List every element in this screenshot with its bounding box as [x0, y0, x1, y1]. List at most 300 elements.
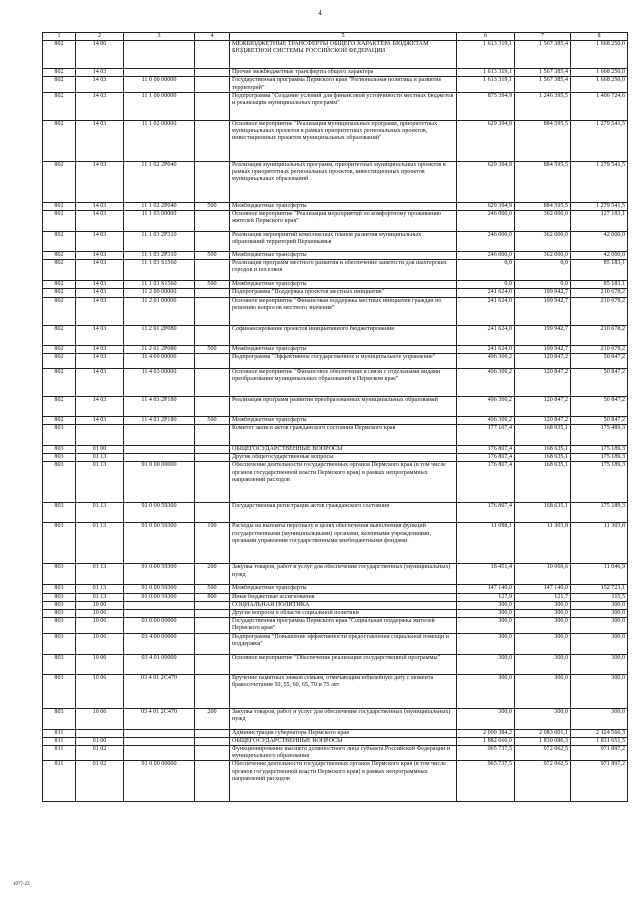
section-code-cell: 14 03: [76, 289, 124, 297]
amount-year1-cell: 496 300,2: [457, 353, 515, 368]
description-cell: Межбюджетные трансферты: [230, 345, 457, 353]
table-row: [43, 593, 628, 601]
description-cell: Обеспечение деятельности государственных органов Пермского края (в том числе органов государственной власти Пермского края) в рамках непрограммных направлений расходов: [230, 462, 457, 503]
description-cell: Подпрограмма "Повышение эффективности предоставления социальной помощи и поддержки": [230, 633, 457, 654]
section-code-cell: 01 13: [76, 462, 124, 503]
admin-code-cell: 802: [43, 345, 76, 353]
amount-year2-cell: 300,0: [515, 654, 571, 674]
amount-year1-cell: 300,0: [457, 601, 515, 609]
section-code-cell: 01 13: [76, 503, 124, 523]
expense-type-cell: [195, 396, 230, 416]
amount-year1-cell: 300,0: [457, 618, 515, 633]
section-code-cell: 14 03: [76, 260, 124, 281]
description-cell: Межбюджетные трансферты: [230, 585, 457, 593]
target-article-cell: 91 0 00 59300: [124, 564, 195, 585]
amount-year1-cell: 1 613 319,1: [457, 41, 515, 69]
admin-code-cell: 803: [43, 425, 76, 446]
amount-year2-cell: 884 595,5: [515, 202, 571, 210]
target-article-cell: 11 1 03 2P310: [124, 252, 195, 260]
section-code-cell: 14 03: [76, 368, 124, 396]
amount-year2-cell: 300,0: [515, 601, 571, 609]
section-code-cell: 14 03: [76, 69, 124, 77]
amount-year2-cell: 1 567 385,4: [515, 41, 571, 69]
amount-year3-cell: 42 000,0: [571, 232, 628, 252]
table-row: [43, 120, 628, 161]
amount-year1-cell: 2 099 384,2: [457, 729, 515, 737]
description-cell: Основное мероприятие "Реализация мероприятий по комфортному проживанию жителей Пермского края": [230, 211, 457, 232]
description-cell: Прочие межбюджетные трансферты общего характера: [230, 69, 457, 77]
admin-code-cell: 811: [43, 737, 76, 745]
amount-year3-cell: 300,0: [571, 610, 628, 618]
table-row: [43, 325, 628, 345]
admin-code-cell: 803: [43, 503, 76, 523]
table-row: [43, 232, 628, 252]
target-article-cell: 91 0 00 00000: [124, 462, 195, 503]
amount-year3-cell: 300,0: [571, 618, 628, 633]
section-code-cell: 10 06: [76, 633, 124, 654]
description-cell: Межбюджетные трансферты: [230, 202, 457, 210]
amount-year2-cell: 1 567 385,4: [515, 69, 571, 77]
target-article-cell: 11 2 01 2P080: [124, 345, 195, 353]
table-row: [43, 77, 628, 92]
table-row: [43, 396, 628, 416]
amount-year3-cell: 210 678,2: [571, 325, 628, 345]
section-code-cell: 10 06: [76, 610, 124, 618]
amount-year2-cell: 362 000,0: [515, 232, 571, 252]
amount-year3-cell: 971 897,2: [571, 761, 628, 802]
table-row: [43, 446, 628, 454]
description-cell: Межбюджетные трансферты: [230, 252, 457, 260]
table-row: [43, 746, 628, 761]
target-article-cell: 11 1 03 S1560: [124, 281, 195, 289]
amount-year2-cell: 300,0: [515, 633, 571, 654]
amount-year2-cell: 10 069,6: [515, 564, 571, 585]
section-code-cell: 14 03: [76, 345, 124, 353]
amount-year1-cell: 241 624,0: [457, 345, 515, 353]
section-code-cell: 10 06: [76, 674, 124, 708]
table-row: [43, 252, 628, 260]
amount-year3-cell: 175 189,3: [571, 503, 628, 523]
table-row: [43, 345, 628, 353]
amount-year1-cell: 246 000,0: [457, 232, 515, 252]
section-code-cell: 14 03: [76, 77, 124, 92]
amount-year3-cell: 115,5: [571, 593, 628, 601]
description-cell: Другие общегосударственные вопросы: [230, 454, 457, 462]
expense-type-cell: [195, 446, 230, 454]
table-row: [43, 368, 628, 396]
amount-year3-cell: 1 668 250,0: [571, 69, 628, 77]
admin-code-cell: 803: [43, 610, 76, 618]
amount-year3-cell: 50 847,2: [571, 396, 628, 416]
table-row: [43, 289, 628, 297]
amount-year3-cell: 300,0: [571, 633, 628, 654]
expense-type-cell: [195, 297, 230, 325]
table-row: [43, 564, 628, 585]
target-article-cell: 11 4 03 2P180: [124, 416, 195, 424]
description-cell: Реализация программ развития преобразованных муниципальных образований: [230, 396, 457, 416]
description-cell: Государственная программа Пермского края "Социальная поддержка жителей Пермского края": [230, 618, 457, 633]
section-code-cell: 01 00: [76, 737, 124, 745]
table-header-row: [43, 33, 628, 41]
amount-year2-cell: 199 942,7: [515, 325, 571, 345]
table-row: [43, 416, 628, 424]
admin-code-cell: 802: [43, 41, 76, 69]
amount-year2-cell: 884 595,5: [515, 120, 571, 161]
target-article-cell: 11 4 03 00000: [124, 368, 195, 396]
amount-year2-cell: 199 942,7: [515, 345, 571, 353]
expense-type-cell: [195, 729, 230, 737]
description-cell: Основное мероприятие "Финансовая поддержка местных инициатив граждан по решению вопросов местного значения": [230, 297, 457, 325]
section-code-cell: 14 03: [76, 281, 124, 289]
description-cell: Реализация муниципальных программ, приоритетных муниципальных проектов в рамках приоритетных региональных проектов, инвестиционных проектов муниципальных образований: [230, 161, 457, 202]
amount-year1-cell: 176 807,4: [457, 462, 515, 503]
admin-code-cell: 802: [43, 260, 76, 281]
table-body: [43, 41, 628, 802]
section-code-cell: 01 13: [76, 454, 124, 462]
header-col-8: 8: [571, 33, 628, 41]
admin-code-cell: 803: [43, 633, 76, 654]
amount-year3-cell: 300,0: [571, 674, 628, 708]
amount-year2-cell: 300,0: [515, 610, 571, 618]
target-article-cell: 11 2 01 00000: [124, 297, 195, 325]
target-article-cell: [124, 737, 195, 745]
admin-code-cell: 802: [43, 211, 76, 232]
description-cell: МЕЖБЮДЖЕТНЫЕ ТРАНСФЕРТЫ ОБЩЕГО ХАРАКТЕРА БЮДЖЕТАМ БЮДЖЕТНОЙ СИСТЕМЫ РОССИЙСКОЙ ФЕДЕРАЦИИ: [230, 41, 457, 69]
amount-year2-cell: 300,0: [515, 674, 571, 708]
description-cell: ОБЩЕГОСУДАРСТВЕННЫЕ ВОПРОСЫ: [230, 446, 457, 454]
expense-type-cell: 500: [195, 345, 230, 353]
target-article-cell: 11 1 03 S1560: [124, 260, 195, 281]
amount-year3-cell: 300,0: [571, 708, 628, 729]
table-row: [43, 618, 628, 633]
expense-type-cell: [195, 503, 230, 523]
amount-year1-cell: 300,0: [457, 708, 515, 729]
amount-year3-cell: 1 279 541,5: [571, 161, 628, 202]
expense-type-cell: [195, 289, 230, 297]
admin-code-cell: 802: [43, 281, 76, 289]
target-article-cell: 91 0 00 00000: [124, 761, 195, 802]
target-article-cell: 11 2 00 00000: [124, 289, 195, 297]
target-article-cell: 91 0 00 59300: [124, 593, 195, 601]
section-code-cell: 14 03: [76, 92, 124, 120]
amount-year2-cell: 168 935,1: [515, 425, 571, 446]
section-code-cell: [76, 425, 124, 446]
expense-type-cell: [195, 454, 230, 462]
expense-type-cell: [195, 368, 230, 396]
amount-year1-cell: 629 394,9: [457, 161, 515, 202]
table-row: [43, 633, 628, 654]
expense-type-cell: 500: [195, 416, 230, 424]
header-col-2: 2: [76, 33, 124, 41]
amount-year2-cell: 2 083 001,1: [515, 729, 571, 737]
header-col-5: 5: [230, 33, 457, 41]
description-cell: Иные бюджетные ассигнования: [230, 593, 457, 601]
amount-year1-cell: 629 394,9: [457, 120, 515, 161]
amount-year2-cell: 362 000,0: [515, 252, 571, 260]
description-cell: ОБЩЕГОСУДАРСТВЕННЫЕ ВОПРОСЫ: [230, 737, 457, 745]
admin-code-cell: 802: [43, 120, 76, 161]
admin-code-cell: 802: [43, 396, 76, 416]
amount-year2-cell: 300,0: [515, 708, 571, 729]
table-row: [43, 297, 628, 325]
target-article-cell: 11 0 00 00000: [124, 77, 195, 92]
admin-code-cell: 811: [43, 761, 76, 802]
target-article-cell: [124, 610, 195, 618]
target-article-cell: 91 0 00 59300: [124, 585, 195, 593]
amount-year1-cell: 1 613 319,1: [457, 69, 515, 77]
amount-year1-cell: 496 300,2: [457, 396, 515, 416]
table-row: [43, 425, 628, 446]
admin-code-cell: 802: [43, 325, 76, 345]
amount-year2-cell: 362 000,0: [515, 211, 571, 232]
amount-year2-cell: 0,0: [515, 260, 571, 281]
expense-type-cell: [195, 161, 230, 202]
amount-year2-cell: 300,0: [515, 618, 571, 633]
admin-code-cell: 811: [43, 729, 76, 737]
description-cell: Государственная регистрация актов гражданского состояния: [230, 503, 457, 523]
amount-year1-cell: 177 107,4: [457, 425, 515, 446]
table-row: [43, 454, 628, 462]
expense-type-cell: [195, 260, 230, 281]
table-row: [43, 92, 628, 120]
admin-code-cell: 802: [43, 297, 76, 325]
description-cell: Вручение памятных знаков семьям, отмечающим юбилейную дату с момента бракосочетания 50, 55, 60, 65, 70 и 75 лет: [230, 674, 457, 708]
target-article-cell: 11 4 00 00000: [124, 353, 195, 368]
amount-year3-cell: 2 124 566,3: [571, 729, 628, 737]
section-code-cell: 14 03: [76, 416, 124, 424]
amount-year3-cell: 42 000,0: [571, 252, 628, 260]
target-article-cell: 91 0 00 59300: [124, 503, 195, 523]
amount-year2-cell: 120 847,2: [515, 368, 571, 396]
expense-type-cell: [195, 761, 230, 802]
expense-type-cell: [195, 462, 230, 503]
description-cell: Расходы на выплаты персоналу в целях обеспечения выполнения функций государственными (муниципальными) органами, казенными учреждениями, органами управления государственными внебюджетными фондами: [230, 523, 457, 564]
description-cell: Государственная программа Пермского края "Региональная политика и развитие территорий": [230, 77, 457, 92]
amount-year3-cell: 300,0: [571, 601, 628, 609]
target-article-cell: [124, 729, 195, 737]
admin-code-cell: 802: [43, 77, 76, 92]
section-code-cell: 14 00: [76, 41, 124, 69]
description-cell: Функционирование высшего должностного лица субъекта Российской Федерации и муниципального образования: [230, 746, 457, 761]
amount-year2-cell: 121,7: [515, 593, 571, 601]
section-code-cell: 14 03: [76, 325, 124, 345]
admin-code-cell: 803: [43, 674, 76, 708]
expense-type-cell: [195, 610, 230, 618]
admin-code-cell: 802: [43, 353, 76, 368]
expense-type-cell: 200: [195, 708, 230, 729]
amount-year3-cell: 1 668 250,0: [571, 77, 628, 92]
table-row: [43, 523, 628, 564]
section-code-cell: 01 13: [76, 564, 124, 585]
section-code-cell: 14 03: [76, 232, 124, 252]
amount-year2-cell: 0,0: [515, 281, 571, 289]
section-code-cell: 14 03: [76, 396, 124, 416]
description-cell: Подпрограмма "Эффективное государственное и муниципальное управление": [230, 353, 457, 368]
amount-year3-cell: 1 831 651,5: [571, 737, 628, 745]
amount-year1-cell: 1 613 319,1: [457, 77, 515, 92]
description-cell: Закупка товаров, работ и услуг для обеспечения государственных (муниципальных) нужд: [230, 708, 457, 729]
amount-year1-cell: 0,0: [457, 281, 515, 289]
target-article-cell: [124, 41, 195, 69]
admin-code-cell: 802: [43, 202, 76, 210]
target-article-cell: 11 4 03 2P180: [124, 396, 195, 416]
section-code-cell: 01 13: [76, 585, 124, 593]
amount-year2-cell: 199 942,7: [515, 297, 571, 325]
footer-code: 1077-22: [13, 882, 30, 887]
amount-year3-cell: 152 723,1: [571, 585, 628, 593]
amount-year2-cell: 120 847,2: [515, 353, 571, 368]
admin-code-cell: 803: [43, 601, 76, 609]
section-code-cell: 14 03: [76, 353, 124, 368]
section-code-cell: 01 00: [76, 446, 124, 454]
expense-type-cell: [195, 77, 230, 92]
admin-code-cell: 803: [43, 708, 76, 729]
section-code-cell: [76, 729, 124, 737]
expense-type-cell: [195, 353, 230, 368]
amount-year1-cell: 241 624,0: [457, 325, 515, 345]
amount-year2-cell: 120 847,2: [515, 396, 571, 416]
admin-code-cell: 803: [43, 593, 76, 601]
expense-type-cell: 500: [195, 585, 230, 593]
description-cell: Софинансирование проектов инициативного бюджетирования: [230, 325, 457, 345]
page-number: 4: [318, 9, 322, 17]
amount-year1-cell: 629 394,9: [457, 202, 515, 210]
table-row: [43, 729, 628, 737]
section-code-cell: 14 03: [76, 120, 124, 161]
amount-year1-cell: 241 624,0: [457, 289, 515, 297]
amount-year1-cell: 300,0: [457, 654, 515, 674]
expense-type-cell: [195, 425, 230, 446]
expense-type-cell: [195, 232, 230, 252]
expense-type-cell: [195, 737, 230, 745]
amount-year2-cell: 1 246 395,5: [515, 92, 571, 120]
table-row: [43, 601, 628, 609]
amount-year3-cell: 300,0: [571, 654, 628, 674]
table-row: [43, 281, 628, 289]
admin-code-cell: 802: [43, 92, 76, 120]
amount-year1-cell: 496 300,2: [457, 416, 515, 424]
expense-type-cell: [195, 69, 230, 77]
table-row: [43, 708, 628, 729]
admin-code-cell: 803: [43, 618, 76, 633]
expense-type-cell: [195, 120, 230, 161]
amount-year3-cell: 127 183,1: [571, 211, 628, 232]
target-article-cell: 91 0 00 59300: [124, 523, 195, 564]
target-article-cell: 03 0 00 00000: [124, 618, 195, 633]
description-cell: Администрация губернатора Пермского края: [230, 729, 457, 737]
amount-year3-cell: 210 678,2: [571, 345, 628, 353]
amount-year1-cell: 875 394,9: [457, 92, 515, 120]
amount-year1-cell: 11 088,1: [457, 523, 515, 564]
header-col-7: 7: [515, 33, 571, 41]
target-article-cell: 03 4 00 00000: [124, 633, 195, 654]
description-cell: Межбюджетные трансферты: [230, 281, 457, 289]
table-row: [43, 737, 628, 745]
amount-year3-cell: 175 189,3: [571, 446, 628, 454]
amount-year2-cell: 120 847,2: [515, 416, 571, 424]
section-code-cell: 14 03: [76, 161, 124, 202]
admin-code-cell: 803: [43, 454, 76, 462]
table-row: [43, 585, 628, 593]
amount-year1-cell: 965 737,5: [457, 746, 515, 761]
admin-code-cell: 802: [43, 252, 76, 260]
amount-year3-cell: 210 678,2: [571, 289, 628, 297]
section-code-cell: 10 06: [76, 708, 124, 729]
target-article-cell: [124, 425, 195, 446]
target-article-cell: 11 1 03 2P310: [124, 232, 195, 252]
table-row: [43, 69, 628, 77]
admin-code-cell: 803: [43, 462, 76, 503]
expense-type-cell: [195, 601, 230, 609]
expense-type-cell: 800: [195, 593, 230, 601]
section-code-cell: 10 00: [76, 601, 124, 609]
amount-year1-cell: 176 807,4: [457, 446, 515, 454]
table-row: [43, 761, 628, 802]
description-cell: Межбюджетные трансферты: [230, 416, 457, 424]
header-col-4: 4: [195, 33, 230, 41]
amount-year1-cell: 176 807,4: [457, 503, 515, 523]
target-article-cell: 11 1 02 2P040: [124, 202, 195, 210]
description-cell: Подпрограмма "Создание условий для финансовой устойчивости местных бюджетов и реализации муниципальных программ": [230, 92, 457, 120]
table-row: [43, 674, 628, 708]
target-article-cell: [124, 69, 195, 77]
section-code-cell: 14 03: [76, 297, 124, 325]
target-article-cell: 03 4 01 2C470: [124, 674, 195, 708]
target-article-cell: 03 4 01 00000: [124, 654, 195, 674]
amount-year3-cell: 11 303,8: [571, 523, 628, 564]
expense-type-cell: 500: [195, 252, 230, 260]
target-article-cell: 11 1 02 00000: [124, 120, 195, 161]
admin-code-cell: 803: [43, 523, 76, 564]
target-article-cell: [124, 446, 195, 454]
table-row: [43, 41, 628, 69]
description-cell: Реализация мероприятий комплексных планов развития муниципальных образований территорий Верхнекамья: [230, 232, 457, 252]
admin-code-cell: 811: [43, 746, 76, 761]
amount-year3-cell: 175 489,3: [571, 425, 628, 446]
expense-type-cell: 500: [195, 202, 230, 210]
table-row: [43, 503, 628, 523]
table-row: [43, 202, 628, 210]
amount-year3-cell: 85 183,1: [571, 281, 628, 289]
amount-year1-cell: 176 807,4: [457, 454, 515, 462]
amount-year1-cell: 1 882 660,0: [457, 737, 515, 745]
expense-type-cell: 200: [195, 564, 230, 585]
section-code-cell: 01 02: [76, 746, 124, 761]
table-row: [43, 610, 628, 618]
table-row: [43, 211, 628, 232]
target-article-cell: [124, 746, 195, 761]
expense-type-cell: [195, 746, 230, 761]
amount-year3-cell: 11 046,9: [571, 564, 628, 585]
amount-year1-cell: 246 000,0: [457, 252, 515, 260]
table-row: [43, 260, 628, 281]
amount-year1-cell: 147 140,0: [457, 585, 515, 593]
expense-type-cell: [195, 325, 230, 345]
target-article-cell: 11 1 02 2P040: [124, 161, 195, 202]
admin-code-cell: 802: [43, 368, 76, 396]
admin-code-cell: 803: [43, 564, 76, 585]
amount-year3-cell: 210 678,2: [571, 297, 628, 325]
admin-code-cell: 802: [43, 161, 76, 202]
table-row: [43, 161, 628, 202]
amount-year2-cell: 147 140,0: [515, 585, 571, 593]
amount-year3-cell: 175 189,3: [571, 462, 628, 503]
amount-year1-cell: 300,0: [457, 610, 515, 618]
amount-year2-cell: 199 942,7: [515, 289, 571, 297]
amount-year2-cell: 168 635,1: [515, 462, 571, 503]
target-article-cell: [124, 601, 195, 609]
amount-year3-cell: 1 279 541,5: [571, 202, 628, 210]
